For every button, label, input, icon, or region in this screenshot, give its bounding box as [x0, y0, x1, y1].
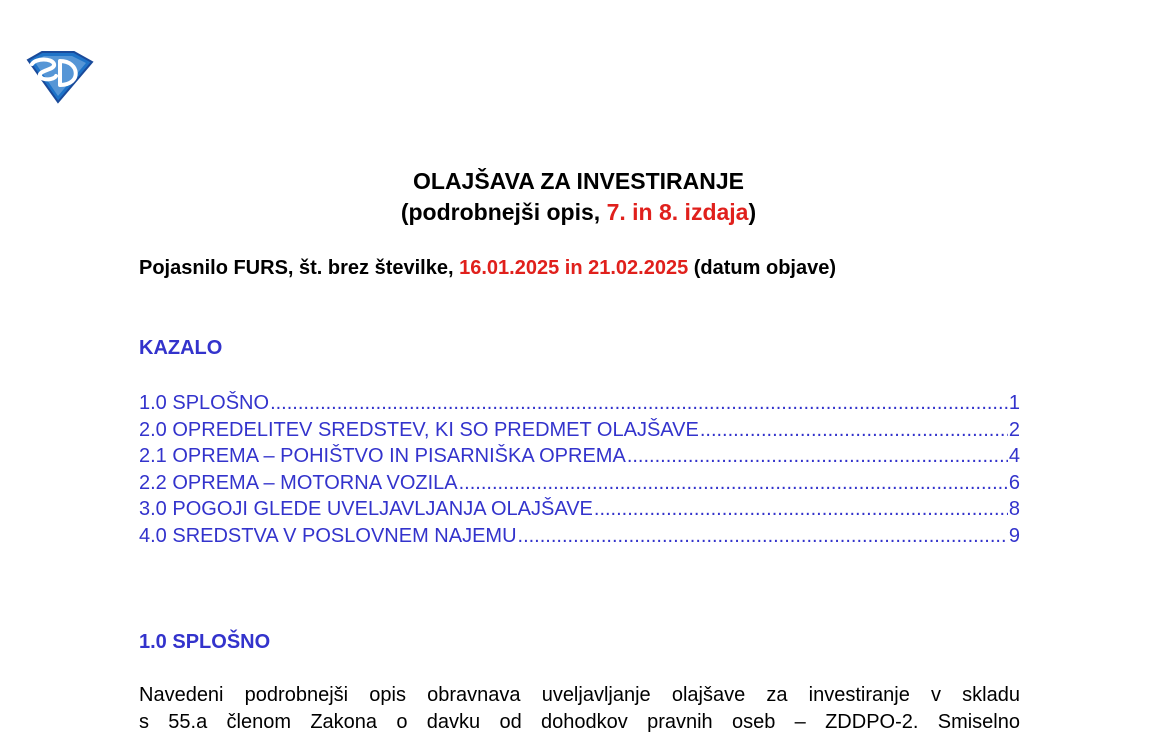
title-line-2-close: ) — [748, 199, 757, 225]
toc-entry-page[interactable]: 1 — [1008, 392, 1020, 414]
paragraph-line: Navedeni podrobnejši opis obravnava uveljavljanje olajšave za investiranje v skladu — [139, 684, 1020, 706]
toc-entry[interactable] — [139, 443, 1020, 470]
publication-dates: 16.01.2025 in 21.02.2025 — [459, 257, 689, 279]
toc-entry-page[interactable]: 2 — [1008, 418, 1020, 441]
table-of-contents — [139, 390, 1020, 550]
toc-entry-page[interactable]: 8 — [1008, 498, 1020, 521]
toc-leader — [270, 390, 1008, 416]
toc-heading: KAZALO — [139, 337, 223, 359]
title-line-2-open: (podrobnejši opis, — [400, 199, 607, 225]
toc-leader — [700, 417, 1008, 443]
toc-entry[interactable] — [139, 523, 1020, 550]
toc-entry-title[interactable]: 2.0 OPREDELITEV SREDSTEV, KI SO PREDMET OLAJŠAVE — [139, 418, 699, 441]
toc-entry[interactable] — [139, 470, 1020, 497]
paragraph-line: s 55.a členom Zakona o davku od dohodkov pravnih oseb – ZDDPO-2. Smiselno — [139, 710, 1020, 733]
toc-leader — [594, 496, 1008, 522]
toc-entry-title[interactable]: 3.0 POGOJI GLEDE UVELJAVLJANJA OLAJŠAVE — [139, 498, 593, 521]
toc-entry-title[interactable]: 1.0 SPLOŠNO — [139, 392, 270, 414]
clarification-line — [139, 255, 836, 281]
toc-leader — [627, 443, 1008, 469]
toc-entry-page[interactable]: 4 — [1008, 445, 1020, 468]
body-paragraph — [139, 682, 1020, 735]
toc-entry[interactable] — [139, 417, 1020, 444]
clarification-suffix: (datum objave) — [688, 257, 836, 279]
toc-entry[interactable] — [139, 390, 1020, 417]
toc-leader — [518, 523, 1008, 549]
toc-entry[interactable] — [139, 496, 1020, 523]
title-line-2 — [0, 197, 1157, 228]
clarification-prefix: Pojasnilo FURS, št. brez številke, — [139, 257, 460, 279]
toc-leader — [459, 470, 1008, 496]
toc-entry-title[interactable]: 4.0 SREDSTVA V POSLOVNEM NAJEMU — [139, 524, 517, 547]
document-title — [0, 166, 1157, 228]
toc-entry-title[interactable]: 2.2 OPREMA – MOTORNA VOZILA — [139, 471, 458, 494]
sd-shield-logo-icon — [22, 48, 96, 104]
toc-entry-page[interactable]: 6 — [1008, 471, 1020, 494]
edition-highlight: 7. in 8. izdaja — [606, 199, 749, 225]
title-line-1: OLAJŠAVA ZA INVESTIRANJE — [413, 168, 744, 194]
section-heading: 1.0 SPLOŠNO — [139, 631, 271, 653]
toc-entry-page[interactable]: 9 — [1008, 524, 1020, 547]
toc-entry-title[interactable]: 2.1 OPREMA – POHIŠTVO IN PISARNIŠKA OPREMA — [139, 445, 626, 468]
